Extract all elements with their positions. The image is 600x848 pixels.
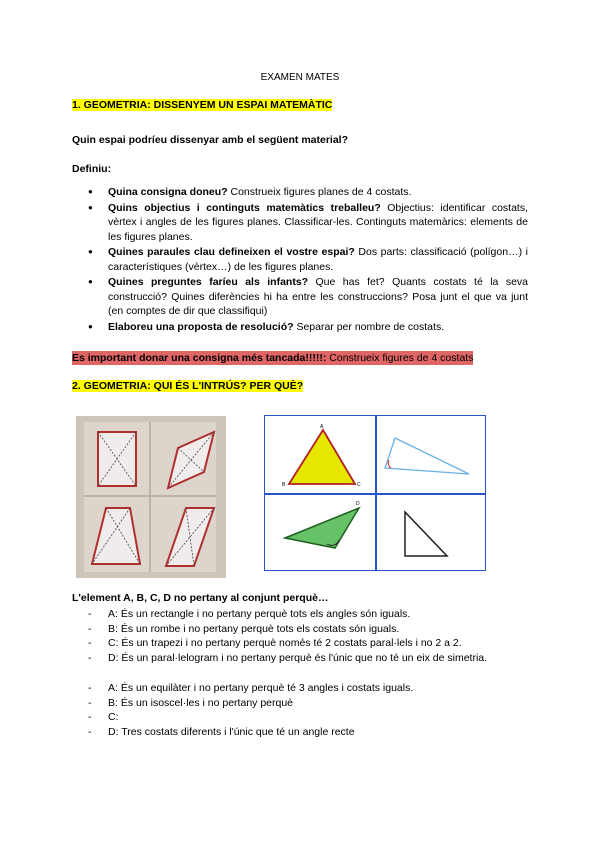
triangles-grid [264,415,486,571]
answer-item: - B: És un rombe i no pertany perquè tots els costats són iguals. [88,622,508,637]
bullet-item [88,275,528,319]
bullet-text: Construeix figures planes de 4 costats. [227,186,412,198]
define-label: Definiu: [72,163,112,175]
triangle-label-b: B [282,482,286,488]
answer-item: - C: És un trapezi i no pertany perquè només té 2 costats paral·lels i no 2 a 2. [88,636,508,651]
bullet-bold: Quines preguntes faríeu als infants? [108,276,309,288]
bullet-bold: Elaboreu una proposta de resolució? [108,320,294,333]
answer-item: - A: És un equilàter i no pertany perquè té 3 angles i costats iguals. [88,681,508,696]
answer-item: - B: És un isoscel·les i no pertany perquè [88,696,508,711]
quadrilateral-answers [88,607,508,665]
quadrilaterals-drawing [76,416,226,578]
bullet-bold: Quines paraules clau defineixen el vostre espai? [108,246,355,258]
shape-rectangle [98,432,136,486]
triangle-answers [88,681,508,739]
answer-item: - D: Tres costats diferents i l'únic que té un angle recte [88,725,508,740]
important-note-text: Construeix figures de 4 costats [326,352,474,364]
element-intro: L'element A, B, C, D no pertany al conjunt perquè… [72,592,329,604]
bullet-list [88,185,528,335]
bullet-item [88,245,528,274]
bullet-text: Objectius: identificar costats, vèrtex i angles de les figures planes. Classificar-les. Continguts matemàrics: elements de les figures planes. [108,201,528,243]
important-note-bold: Es important donar una consigna més tancada!!!!!: [72,352,327,364]
section1-question: Quin espai podríeu dissenyar amb el següent material? [72,134,348,146]
bullet-text: Dos parts: classificació (polígon…) i característiques (vèrtex…) de les figures planes. [108,246,528,273]
triangle-equilateral [289,430,355,484]
answer-item: - D: És un paral·lelogram i no pertany perquè és l'únic que no té un eix de simetria. [88,651,508,666]
section1-heading-text: 1. GEOMETRIA: DISSENYEM UN ESPAI MATEMÀTIC [72,99,333,111]
angle-mark [388,460,391,468]
triangle-label-a: A [320,424,324,430]
triangle-isosceles [385,438,469,474]
triangle-right [405,512,447,556]
page-title: EXAMEN MATES [260,72,340,83]
important-note [72,351,473,365]
quadrilaterals-photo [76,416,226,578]
triangle-label-c: C [357,482,361,488]
section2-heading-text: 2. GEOMETRIA: QUI ÉS L'INTRÚS? PER QUÈ? [72,380,304,392]
bullet-text: Que has fet? Quants costats té la seva construcció? Quines diferències hi ha entre les construccions? Posa junt el que va junt (en comptes de dir que classifiqui) [108,276,528,317]
triangles-drawing [265,416,487,572]
section2-heading [72,380,303,392]
answer-item: - C: [88,710,508,725]
bullet-item [88,320,528,335]
bullet-text: Separar per nombre de costats. [293,320,445,333]
bullet-bold: Quina consigna doneu? [108,186,228,198]
answer-item: - A: És un rectangle i no pertany perquè tots els angles són iguals. [88,607,508,622]
triangle-obtuse [285,508,359,548]
bullet-item [88,185,528,200]
bullet-item [88,201,528,245]
triangle-label-d: D [356,501,360,507]
section1-heading [72,99,332,111]
bullet-bold: Quins objectius i continguts matemàtics treballeu? [108,201,381,214]
